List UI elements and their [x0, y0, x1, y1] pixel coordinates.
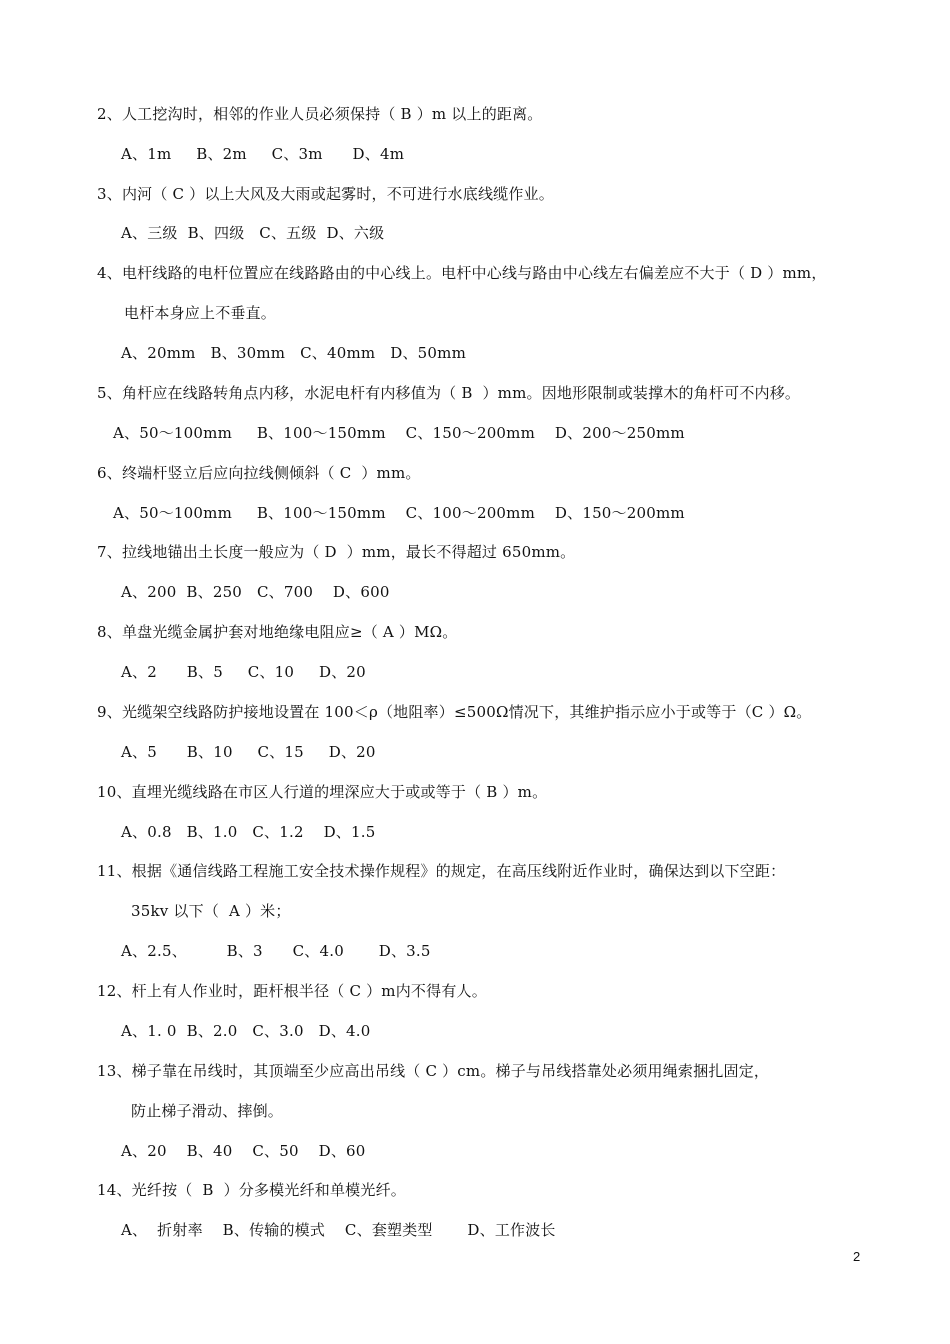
question-4-continuation: 电杆本身应上不垂直。	[124, 304, 277, 322]
question-11-continuation: 35kv 以下（ A ）米；	[131, 902, 291, 920]
question-9: 9、光缆架空线路防护接地设置在 100＜ρ（地阻率）≤500Ω情况下，其维护指示应小于或等于（C ）Ω。	[97, 703, 812, 721]
question-2-options: A、1m B、2m C、3m D、4m	[121, 145, 405, 163]
question-4-options: A、20mm B、30mm C、40mm D、50mm	[121, 344, 467, 362]
question-14: 14、光纤按（ B ）分多模光纤和单模光纤。	[97, 1181, 406, 1199]
question-10-options: A、0.8 B、1.0 C、1.2 D、1.5	[121, 823, 376, 841]
question-12-options: A、1. 0 B、2.0 C、3.0 D、4.0	[121, 1022, 371, 1040]
question-4: 4、电杆线路的电杆位置应在线路路由的中心线上。电杆中心线与路由中心线左右偏差应不大于（ D ）mm，	[97, 264, 827, 282]
question-5: 5、角杆应在线路转角点内移，水泥电杆有内移值为（ B ）mm。因地形限制或装撑木的角杆可不内移。	[97, 384, 801, 402]
question-14-options: A、 折射率 B、传输的模式 C、套塑类型 D、工作波长	[121, 1221, 556, 1239]
question-13-options: A、20 B、40 C、50 D、60	[121, 1142, 366, 1160]
question-3-options: A、三级 B、四级 C、五级 D、六级	[121, 224, 385, 242]
question-3: 3、内河（ C ）以上大风及大雨或起雾时，不可进行水底线缆作业。	[97, 185, 554, 203]
question-12: 12、杆上有人作业时，距杆根半径（ C ）m内不得有人。	[97, 982, 487, 1000]
question-13: 13、梯子靠在吊线时，其顶端至少应高出吊线（ C ）cm。梯子与吊线搭靠处必须用绳索捆扎固定，	[97, 1062, 770, 1080]
question-6: 6、终端杆竖立后应向拉线侧倾斜（ C ）mm。	[97, 464, 421, 482]
question-13-continuation: 防止梯子滑动、摔倒。	[131, 1102, 284, 1120]
page-number: 2	[853, 1249, 861, 1264]
question-6-options: A、50～100mm B、100～150mm C、100～200mm D、150～200mm	[113, 504, 685, 522]
question-10: 10、直埋光缆线路在市区人行道的埋深应大于或或等于（ B ）m。	[97, 783, 548, 801]
question-11-options: A、2.5、 B、3 C、4.0 D、3.5	[121, 942, 431, 960]
question-8-options: A、2 B、5 C、10 D、20	[121, 663, 366, 681]
question-2: 2、人工挖沟时，相邻的作业人员必须保持（ B ）m 以上的距离。	[97, 105, 543, 123]
question-9-options: A、5 B、10 C、15 D、20	[121, 743, 376, 761]
question-7: 7、拉线地锚出土长度一般应为（ D ）mm，最长不得超过 650mm。	[97, 543, 576, 561]
question-8: 8、单盘光缆金属护套对地绝缘电阻应≥（ A ）MΩ。	[97, 623, 458, 641]
question-7-options: A、200 B、250 C、700 D、600	[121, 583, 390, 601]
question-11: 11、根据《通信线路工程施工安全技术操作规程》的规定，在高压线附近作业时，确保达到以下空距：	[97, 862, 786, 880]
question-5-options: A、50～100mm B、100～150mm C、150～200mm D、200～250mm	[113, 424, 685, 442]
